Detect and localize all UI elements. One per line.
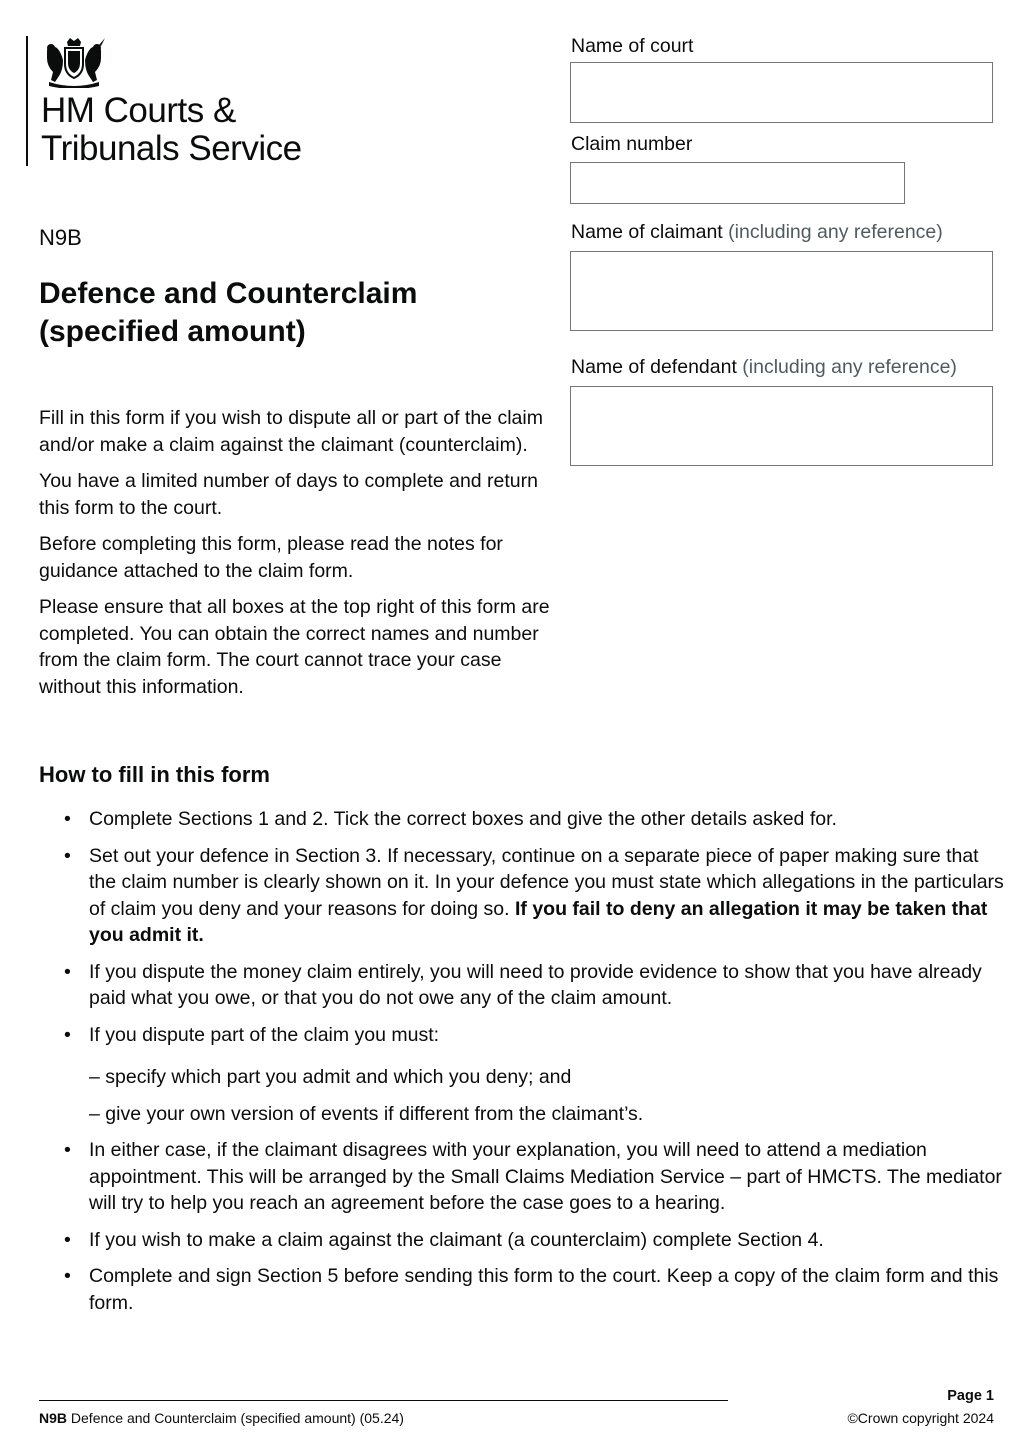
defendant-name-label-text: Name of defendant xyxy=(571,356,737,378)
page-number: Page 1 xyxy=(947,1388,994,1404)
claimant-name-field[interactable] xyxy=(570,251,993,331)
list-item-emphasis: If you fail to deny an allegation it may be taken that you admit it. xyxy=(89,897,988,946)
royal-coat-of-arms-icon xyxy=(41,36,107,88)
sub-list xyxy=(89,1064,1004,1127)
bullet-icon: • xyxy=(64,1023,71,1046)
form-code: N9B xyxy=(39,225,82,250)
intro-text xyxy=(39,405,559,710)
claimant-name-label-text: Name of claimant xyxy=(571,221,723,243)
sub-list-item: – specify which part you admit and which you deny; and xyxy=(89,1066,572,1088)
defendant-name-label xyxy=(571,356,957,379)
copyright-notice: ©Crown copyright 2024 xyxy=(847,1410,994,1426)
list-item xyxy=(64,1137,1004,1217)
list-item-text: If you dispute the money claim entirely, you will need to provide evidence to show that you have already paid what you owe, or that you do not owe any of the claim amount. xyxy=(89,960,982,1009)
hmcts-logo xyxy=(26,36,302,166)
claim-number-label xyxy=(571,133,692,156)
sub-list-item: – give your own version of events if different from the claimant’s. xyxy=(89,1102,644,1125)
bullet-icon: • xyxy=(64,1228,71,1251)
bullet-icon: • xyxy=(64,960,71,983)
court-name-field[interactable] xyxy=(570,62,993,123)
form-title xyxy=(39,275,539,351)
list-item xyxy=(64,806,1004,833)
intro-paragraph: Please ensure that all boxes at the top right of this form are completed. You can obtain the correct names and number from the claim form. The court cannot trace your case without this information. xyxy=(39,596,550,698)
list-item xyxy=(64,843,1004,949)
claim-number-field[interactable] xyxy=(570,162,905,204)
bullet-icon: • xyxy=(64,844,71,867)
intro-paragraph: Fill in this form if you wish to dispute all or part of the claim and/or make a claim against the claimant (counterclaim). xyxy=(39,407,543,456)
footer-form-code: N9B xyxy=(39,1410,68,1426)
list-item-text: Complete Sections 1 and 2. Tick the correct boxes and give the other details asked for. xyxy=(89,808,837,830)
org-name-line1: HM Courts & xyxy=(41,91,236,130)
form-title-line2: (specified amount) xyxy=(39,315,306,348)
footer-form-description: Defence and Counterclaim (specified amount) (05.24) xyxy=(67,1410,404,1426)
org-name xyxy=(41,92,302,168)
bullet-icon: • xyxy=(64,1265,71,1287)
list-item xyxy=(64,1263,1004,1316)
claimant-name-hint: (including any reference) xyxy=(728,221,943,243)
list-item-text: In either case, if the claimant disagrees with your explanation, you will need to attend a mediation appointment. This will be arranged by the Small Claims Mediation Service – part of HMCTS. The mediator will try to help you reach an agreement before the case goes to a hearing. xyxy=(89,1139,1002,1214)
bullet-icon: • xyxy=(64,808,71,830)
defendant-name-hint: (including any reference) xyxy=(742,356,957,378)
defendant-name-field[interactable] xyxy=(570,386,993,466)
claimant-name-label xyxy=(571,221,943,244)
list-item-text: If you wish to make a claim against the claimant (a counterclaim) complete Section 4. xyxy=(89,1228,824,1251)
howto-list xyxy=(64,806,1004,1326)
howto-heading: How to fill in this form xyxy=(39,762,270,787)
list-item-text: Complete and sign Section 5 before sending this form to the court. Keep a copy of the claim form and this form. xyxy=(89,1265,999,1314)
form-title-line1: Defence and Counterclaim xyxy=(39,277,418,310)
intro-paragraph: You have a limited number of days to complete and return this form to the court. xyxy=(39,470,538,519)
footer-form-reference xyxy=(39,1410,404,1426)
list-item xyxy=(64,1227,1004,1254)
court-name-label xyxy=(571,35,693,58)
list-item-text: Set out your defence in Section 3. If necessary, continue on a separate piece of paper making sure that the claim number is clearly shown on it. In your defence you must state which allegations in the particulars of claim you deny and your reasons for doing so. xyxy=(89,844,1004,920)
bullet-icon: • xyxy=(64,1139,71,1161)
intro-paragraph: Before completing this form, please read the notes for guidance attached to the claim form. xyxy=(39,533,503,582)
list-item-text: If you dispute part of the claim you must: xyxy=(89,1023,440,1046)
court-name-label-text: Name of court xyxy=(571,35,694,57)
list-item xyxy=(64,959,1004,1012)
footer-divider xyxy=(39,1400,728,1401)
org-name-line2: Tribunals Service xyxy=(41,129,302,168)
claim-number-label-text: Claim number xyxy=(571,133,693,155)
list-item xyxy=(64,1022,1004,1128)
